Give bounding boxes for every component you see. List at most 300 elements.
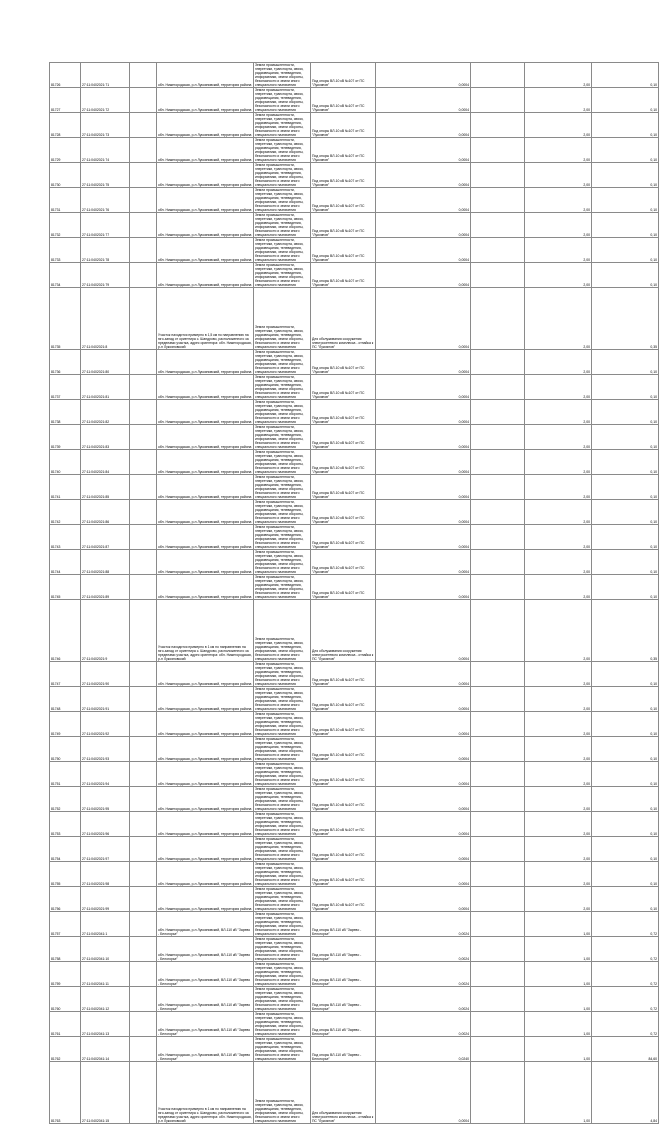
table-row	[50, 113, 659, 138]
area-value: 0,0024	[376, 987, 471, 1012]
cost-value: 2,00	[525, 375, 592, 400]
land-category: Земли промышленности, энергетики, транспорта, связи, радиовещания, телевидения, информатики, земли обороны, безопасности и земли иного специального назначения	[254, 987, 311, 1012]
cadastral-number: 27:11:0402021:77	[81, 213, 130, 238]
land-category: Земли промышленности, энергетики, транспорта, связи, радиовещания, телевидения, информатики, земли обороны, безопасности и земли иного специального назначения	[254, 862, 311, 887]
area-value: 0,0004	[376, 350, 471, 375]
blank-cell	[471, 450, 525, 475]
cost-value: 2,00	[525, 113, 592, 138]
permitted-use: Под опоры ВЛ-10 кВ №107 от ПС "Лукоянов"	[311, 662, 376, 687]
row-number: 81741	[50, 475, 81, 500]
blank-cell	[130, 837, 157, 862]
location-description: обл. Нижегородская, р-н Лукояновский, ВЛ-110 кВ "Зарево - Белогорье"	[157, 1012, 254, 1037]
area-value: 0,0004	[376, 737, 471, 762]
cost-value: 1,00	[525, 1037, 592, 1062]
cost-value: 2,00	[525, 138, 592, 163]
blank-cell	[471, 213, 525, 238]
blank-cell	[130, 937, 157, 962]
permitted-use: Под опоры ВЛ-110 кВ "Зарево - Белогорье"	[311, 937, 376, 962]
area-value: 0,0004	[376, 550, 471, 575]
cost-value: 2,00	[525, 887, 592, 912]
row-number: 81730	[50, 163, 81, 188]
area-value: 0,0004	[376, 500, 471, 525]
blank-cell	[130, 887, 157, 912]
location-description: обл. Нижегородская, р-н Лукояновский, ВЛ-110 кВ "Зарево - Белогорье"	[157, 1037, 254, 1062]
land-category: Земли промышленности, энергетики, транспорта, связи, радиовещания, телевидения, информатики, земли обороны, безопасности и земли иного специального назначения	[254, 662, 311, 687]
cost-value: 2,00	[525, 400, 592, 425]
row-number: 81761	[50, 1012, 81, 1037]
blank-cell	[471, 687, 525, 712]
cost-value: 2,00	[525, 862, 592, 887]
land-category: Земли промышленности, энергетики, транспорта, связи, радиовещания, телевидения, информатики, земли обороны, безопасности и земли иного специального назначения	[254, 737, 311, 762]
permitted-use: Под опоры ВЛ-10 кВ №107 от ПС "Лукоянов"	[311, 350, 376, 375]
blank-cell	[130, 737, 157, 762]
blank-cell	[130, 213, 157, 238]
cost-value: 2,00	[525, 687, 592, 712]
row-number: 81743	[50, 525, 81, 550]
table-row	[50, 1062, 659, 1124]
land-category: Земли промышленности, энергетики, транспорта, связи, радиовещания, телевидения, информатики, земли обороны, безопасности и земли иного специального назначения	[254, 138, 311, 163]
total-value: 0,72	[592, 1012, 659, 1037]
cost-value: 2,00	[525, 88, 592, 113]
area-value: 0,0004	[376, 138, 471, 163]
permitted-use: Под опоры ВЛ-10 кВ №107 от ПС "Лукоянов"	[311, 575, 376, 600]
total-value: 0,35	[592, 288, 659, 350]
blank-cell	[471, 113, 525, 138]
row-number: 81758	[50, 937, 81, 962]
blank-cell	[130, 238, 157, 263]
parcel-table-body	[50, 63, 659, 1124]
cadastral-number: 27:11:0402021:72	[81, 88, 130, 113]
total-value: 0,10	[592, 113, 659, 138]
row-number: 81732	[50, 213, 81, 238]
blank-cell	[130, 475, 157, 500]
blank-cell	[471, 887, 525, 912]
land-category: Земли промышленности, энергетики, транспорта, связи, радиовещания, телевидения, информатики, земли обороны, безопасности и земли иного специального назначения	[254, 787, 311, 812]
area-value: 0,0240	[376, 1037, 471, 1062]
cost-value: 2,00	[525, 575, 592, 600]
total-value: 0,10	[592, 213, 659, 238]
area-value: 0,0024	[376, 937, 471, 962]
location-description: обл. Нижегородская, р-н Лукояновский, территория района	[157, 138, 254, 163]
total-value: 0,35	[592, 600, 659, 662]
blank-cell	[471, 962, 525, 987]
row-number: 81756	[50, 887, 81, 912]
permitted-use: Под опоры ВЛ-10 кВ №107 от ПС "Лукоянов"	[311, 213, 376, 238]
permitted-use: Под опоры ВЛ-10 кВ №107 от ПС "Лукоянов"	[311, 113, 376, 138]
area-value: 0,0004	[376, 450, 471, 475]
area-value: 0,0004	[376, 1062, 471, 1124]
cost-value: 2,00	[525, 163, 592, 188]
cadastral-number: 27:11:0402021:79	[81, 263, 130, 288]
land-category: Земли промышленности, энергетики, транспорта, связи, радиовещания, телевидения, информатики, земли обороны, безопасности и земли иного специального назначения	[254, 188, 311, 213]
total-value: 0,10	[592, 375, 659, 400]
location-description: обл. Нижегородская, р-н Лукояновский, территория района	[157, 450, 254, 475]
table-row	[50, 475, 659, 500]
location-description: обл. Нижегородская, р-н Лукояновский, территория района	[157, 63, 254, 88]
permitted-use: Под опоры ВЛ-10 кВ №107 от ПС "Лукоянов"	[311, 550, 376, 575]
blank-cell	[130, 88, 157, 113]
area-value: 0,0004	[376, 662, 471, 687]
land-category: Земли промышленности, энергетики, транспорта, связи, радиовещания, телевидения, информатики, земли обороны, безопасности и земли иного специального назначения	[254, 812, 311, 837]
cadastral-number: 27:11:0402021:82	[81, 400, 130, 425]
area-value: 0,0004	[376, 213, 471, 238]
row-number: 81742	[50, 500, 81, 525]
cost-value: 2,00	[525, 837, 592, 862]
blank-cell	[130, 138, 157, 163]
table-row	[50, 687, 659, 712]
cadastral-number: 27:11:0402021:96	[81, 812, 130, 837]
cadastral-number: 27:11:0402021:80	[81, 350, 130, 375]
blank-cell	[130, 987, 157, 1012]
cadastral-number: 27:11:0402021:99	[81, 887, 130, 912]
area-value: 0,0004	[376, 575, 471, 600]
total-value: 0,10	[592, 163, 659, 188]
total-value: 0,10	[592, 450, 659, 475]
total-value: 0,10	[592, 238, 659, 263]
row-number: 81735	[50, 288, 81, 350]
cost-value: 1,00	[525, 937, 592, 962]
table-row	[50, 787, 659, 812]
location-description: обл. Нижегородская, р-н Лукояновский, территория района	[157, 737, 254, 762]
land-category: Земли промышленности, энергетики, транспорта, связи, радиовещания, телевидения, информатики, земли обороны, безопасности и земли иного специального назначения	[254, 937, 311, 962]
cadastral-number: 27:11:0402041:15	[81, 1062, 130, 1124]
land-category: Земли промышленности, энергетики, транспорта, связи, радиовещания, телевидения, информатики, земли обороны, безопасности и земли иного специального назначения	[254, 213, 311, 238]
permitted-use: Под опоры ВЛ-110 кВ "Зарево - Белогорье"	[311, 912, 376, 937]
table-row	[50, 288, 659, 350]
permitted-use: Под опоры ВЛ-10 кВ №107 от ПС "Лукоянов"	[311, 737, 376, 762]
blank-cell	[130, 862, 157, 887]
cadastral-number: 27:11:0402021:8	[81, 288, 130, 350]
row-number: 81739	[50, 425, 81, 450]
row-number: 81726	[50, 63, 81, 88]
table-row	[50, 762, 659, 787]
cadastral-number: 27:11:0402021:84	[81, 450, 130, 475]
blank-cell	[471, 163, 525, 188]
cost-value: 2,00	[525, 812, 592, 837]
location-description: обл. Нижегородская, р-н Лукояновский, территория района	[157, 525, 254, 550]
row-number: 81727	[50, 88, 81, 113]
table-row	[50, 188, 659, 213]
cadastral-number: 27:11:0402021:81	[81, 375, 130, 400]
cost-value: 2,00	[525, 288, 592, 350]
location-description: обл. Нижегородская, р-н Лукояновский, территория района	[157, 213, 254, 238]
permitted-use: Под опоры ВЛ-10 кВ №107 от ПС "Лукоянов"	[311, 687, 376, 712]
land-category: Земли промышленности, энергетики, транспорта, связи, радиовещания, телевидения, информатики, земли обороны, безопасности и земли иного специального назначения	[254, 687, 311, 712]
permitted-use: Под опоры ВЛ-110 кВ "Зарево - Белогорье"	[311, 1037, 376, 1062]
cadastral-number: 27:11:0402021:94	[81, 762, 130, 787]
cost-value: 2,00	[525, 787, 592, 812]
total-value: 0,10	[592, 737, 659, 762]
area-value: 0,0024	[376, 962, 471, 987]
blank-cell	[471, 375, 525, 400]
location-description: Участок находится примерно в 1 км по направлению на юго-запад от ориентира с. Шандрово, расположенного за пределами участка, адрес ориентира: обл. Нижегородская, р-н Лукояновский	[157, 600, 254, 662]
blank-cell	[471, 787, 525, 812]
blank-cell	[471, 425, 525, 450]
total-value: 0,10	[592, 263, 659, 288]
location-description: обл. Нижегородская, р-н Лукояновский, территория района	[157, 712, 254, 737]
land-category: Земли промышленности, энергетики, транспорта, связи, радиовещания, телевидения, информатики, земли обороны, безопасности и земли иного специального назначения	[254, 600, 311, 662]
table-row	[50, 375, 659, 400]
row-number: 81754	[50, 837, 81, 862]
location-description: обл. Нижегородская, р-н Лукояновский, территория района	[157, 263, 254, 288]
cadastral-number: 27:11:0402021:93	[81, 737, 130, 762]
area-value: 0,0004	[376, 712, 471, 737]
parcel-table	[49, 62, 659, 1124]
row-number: 81762	[50, 1037, 81, 1062]
blank-cell	[471, 1012, 525, 1037]
row-number: 81744	[50, 550, 81, 575]
total-value: 0,10	[592, 425, 659, 450]
blank-cell	[130, 962, 157, 987]
blank-cell	[471, 762, 525, 787]
blank-cell	[471, 350, 525, 375]
cadastral-number: 27:11:0402021:97	[81, 837, 130, 862]
total-value: 0,10	[592, 712, 659, 737]
land-category: Земли промышленности, энергетики, транспорта, связи, радиовещания, телевидения, информатики, земли обороны, безопасности и земли иного специального назначения	[254, 263, 311, 288]
land-category: Земли промышленности, энергетики, транспорта, связи, радиовещания, телевидения, информатики, земли обороны, безопасности и земли иного специального назначения	[254, 375, 311, 400]
blank-cell	[471, 63, 525, 88]
total-value: 0,10	[592, 500, 659, 525]
row-number: 81759	[50, 962, 81, 987]
cadastral-number: 27:11:0402021:75	[81, 163, 130, 188]
location-description: обл. Нижегородская, р-н Лукояновский, территория района	[157, 113, 254, 138]
location-description: обл. Нижегородская, р-н Лукояновский, территория района	[157, 238, 254, 263]
cadastral-number: 27:11:0402021:92	[81, 712, 130, 737]
cadastral-number: 27:11:0402041:11	[81, 962, 130, 987]
table-row	[50, 662, 659, 687]
cadastral-number: 27:11:0402021:91	[81, 687, 130, 712]
blank-cell	[130, 687, 157, 712]
row-number: 81763	[50, 1062, 81, 1124]
location-description: обл. Нижегородская, р-н Лукояновский, территория района	[157, 350, 254, 375]
total-value: 0,10	[592, 350, 659, 375]
blank-cell	[130, 350, 157, 375]
cost-value: 1,00	[525, 1012, 592, 1037]
permitted-use: Под опоры ВЛ-10 кВ №107 от ПС "Лукоянов"	[311, 425, 376, 450]
blank-cell	[130, 1012, 157, 1037]
permitted-use: Под опоры ВЛ-10 кВ №107 от ПС "Лукоянов"	[311, 450, 376, 475]
location-description: обл. Нижегородская, р-н Лукояновский, территория района	[157, 862, 254, 887]
total-value: 84,60	[592, 1037, 659, 1062]
cadastral-number: 27:11:0402021:73	[81, 113, 130, 138]
total-value: 0,72	[592, 912, 659, 937]
row-number: 81745	[50, 575, 81, 600]
permitted-use: Под опоры ВЛ-10 кВ №107 от ПС "Лукоянов"	[311, 375, 376, 400]
permitted-use: Под опоры ВЛ-10 кВ №107 от ПС "Лукоянов"	[311, 400, 376, 425]
land-category: Земли промышленности, энергетики, транспорта, связи, радиовещания, телевидения, информатики, земли обороны, безопасности и земли иного специального назначения	[254, 912, 311, 937]
blank-cell	[130, 188, 157, 213]
table-row	[50, 837, 659, 862]
table-row	[50, 350, 659, 375]
blank-cell	[130, 812, 157, 837]
permitted-use: Под опоры ВЛ-10 кВ №107 от ПС "Лукоянов"	[311, 138, 376, 163]
location-description: обл. Нижегородская, р-н Лукояновский, территория района	[157, 762, 254, 787]
permitted-use: Для обслуживания сооружения электросетевого комплекса - отпайка к ПС "Лукоянов"	[311, 1062, 376, 1124]
cost-value: 1,00	[525, 962, 592, 987]
area-value: 0,0024	[376, 1012, 471, 1037]
total-value: 0,72	[592, 987, 659, 1012]
total-value: 0,10	[592, 662, 659, 687]
permitted-use: Под опоры ВЛ-10 кВ №107 от ПС "Лукоянов"	[311, 88, 376, 113]
cost-value: 2,00	[525, 737, 592, 762]
area-value: 0,0004	[376, 887, 471, 912]
table-row	[50, 812, 659, 837]
area-value: 0,0004	[376, 288, 471, 350]
row-number: 81738	[50, 400, 81, 425]
total-value: 0,10	[592, 787, 659, 812]
cadastral-number: 27:11:0402041:1	[81, 912, 130, 937]
location-description: обл. Нижегородская, р-н Лукояновский, территория района	[157, 812, 254, 837]
land-category: Земли промышленности, энергетики, транспорта, связи, радиовещания, телевидения, информатики, земли обороны, безопасности и земли иного специального назначения	[254, 163, 311, 188]
blank-cell	[471, 525, 525, 550]
location-description: обл. Нижегородская, р-н Лукояновский, территория района	[157, 88, 254, 113]
row-number: 81731	[50, 188, 81, 213]
table-row	[50, 712, 659, 737]
row-number: 81736	[50, 350, 81, 375]
table-row	[50, 500, 659, 525]
row-number: 81749	[50, 712, 81, 737]
row-number: 81760	[50, 987, 81, 1012]
table-row	[50, 88, 659, 113]
cadastral-number: 27:11:0402021:78	[81, 238, 130, 263]
cadastral-number: 27:11:0402021:71	[81, 63, 130, 88]
land-category: Земли промышленности, энергетики, транспорта, связи, радиовещания, телевидения, информатики, земли обороны, безопасности и земли иного специального назначения	[254, 550, 311, 575]
permitted-use: Под опоры ВЛ-10 кВ №107 от ПС "Лукоянов"	[311, 188, 376, 213]
permitted-use: Под опоры ВЛ-10 кВ №107 от ПС "Лукоянов"	[311, 475, 376, 500]
area-value: 0,0004	[376, 63, 471, 88]
location-description: обл. Нижегородская, р-н Лукояновский, территория района	[157, 787, 254, 812]
blank-cell	[130, 288, 157, 350]
permitted-use: Под опоры ВЛ-10 кВ №107 от ПС "Лукоянов"	[311, 762, 376, 787]
blank-cell	[471, 238, 525, 263]
total-value: 0,10	[592, 138, 659, 163]
permitted-use: Под опоры ВЛ-10 кВ №107 от ПС "Лукоянов"	[311, 238, 376, 263]
location-description: обл. Нижегородская, р-н Лукояновский, территория района	[157, 575, 254, 600]
table-row	[50, 575, 659, 600]
blank-cell	[471, 475, 525, 500]
blank-cell	[130, 425, 157, 450]
permitted-use: Под опоры ВЛ-10 кВ №107 от ПС "Лукоянов"	[311, 812, 376, 837]
blank-cell	[130, 1037, 157, 1062]
area-value: 0,0004	[376, 188, 471, 213]
total-value: 0,10	[592, 862, 659, 887]
location-description: обл. Нижегородская, р-н Лукояновский, ВЛ-110 кВ "Зарево - Белогорье"	[157, 912, 254, 937]
blank-cell	[130, 762, 157, 787]
cost-value: 2,00	[525, 712, 592, 737]
row-number: 81747	[50, 662, 81, 687]
table-row	[50, 987, 659, 1012]
total-value: 0,10	[592, 837, 659, 862]
blank-cell	[471, 1062, 525, 1124]
blank-cell	[130, 1062, 157, 1124]
permitted-use: Под опоры ВЛ-10 кВ №107 от ПС "Лукоянов"	[311, 263, 376, 288]
table-row	[50, 962, 659, 987]
total-value: 0,10	[592, 812, 659, 837]
blank-cell	[471, 712, 525, 737]
location-description: обл. Нижегородская, р-н Лукояновский, территория района	[157, 375, 254, 400]
table-row	[50, 263, 659, 288]
land-category: Земли промышленности, энергетики, транспорта, связи, радиовещания, телевидения, информатики, земли обороны, безопасности и земли иного специального назначения	[254, 288, 311, 350]
blank-cell	[471, 575, 525, 600]
blank-cell	[471, 188, 525, 213]
area-value: 0,0004	[376, 812, 471, 837]
blank-cell	[130, 113, 157, 138]
blank-cell	[471, 812, 525, 837]
row-number: 81752	[50, 787, 81, 812]
location-description: обл. Нижегородская, р-н Лукояновский, территория района	[157, 837, 254, 862]
cost-value: 2,00	[525, 263, 592, 288]
row-number: 81757	[50, 912, 81, 937]
cost-value: 2,00	[525, 600, 592, 662]
land-category: Земли промышленности, энергетики, транспорта, связи, радиовещания, телевидения, информатики, земли обороны, безопасности и земли иного специального назначения	[254, 450, 311, 475]
cost-value: 1,00	[525, 912, 592, 937]
cost-value: 2,00	[525, 762, 592, 787]
location-description: обл. Нижегородская, р-н Лукояновский, ВЛ-110 кВ "Зарево - Белогорье"	[157, 962, 254, 987]
blank-cell	[471, 138, 525, 163]
land-category: Земли промышленности, энергетики, транспорта, связи, радиовещания, телевидения, информатики, земли обороны, безопасности и земли иного специального назначения	[254, 525, 311, 550]
table-row	[50, 1037, 659, 1062]
location-description: обл. Нижегородская, р-н Лукояновский, территория района	[157, 475, 254, 500]
row-number: 81755	[50, 862, 81, 887]
cadastral-number: 27:11:0402021:87	[81, 525, 130, 550]
area-value: 0,0004	[376, 263, 471, 288]
land-category: Земли промышленности, энергетики, транспорта, связи, радиовещания, телевидения, информатики, земли обороны, безопасности и земли иного специального назначения	[254, 887, 311, 912]
cost-value: 1,00	[525, 1062, 592, 1124]
land-category: Земли промышленности, энергетики, транспорта, связи, радиовещания, телевидения, информатики, земли обороны, безопасности и земли иного специального назначения	[254, 500, 311, 525]
land-category: Земли промышленности, энергетики, транспорта, связи, радиовещания, телевидения, информатики, земли обороны, безопасности и земли иного специального назначения	[254, 762, 311, 787]
location-description: обл. Нижегородская, р-н Лукояновский, территория района	[157, 687, 254, 712]
table-row	[50, 425, 659, 450]
cost-value: 2,00	[525, 63, 592, 88]
total-value: 0,72	[592, 962, 659, 987]
area-value: 0,0004	[376, 787, 471, 812]
table-row	[50, 937, 659, 962]
permitted-use: Под опоры ВЛ-110 кВ "Зарево - Белогорье"	[311, 962, 376, 987]
location-description: Участок находится примерно в 1,5 км по направлению на юго-запад от ориентира с. Шандрово, расположенного за пределами участка, адрес ориентира: обл. Нижегородская, р-н Лукояновский	[157, 288, 254, 350]
permitted-use: Под опоры ВЛ-10 кВ №107 от ПС "Лукоянов"	[311, 163, 376, 188]
blank-cell	[471, 550, 525, 575]
permitted-use: Под опоры ВЛ-10 кВ №107 от ПС "Лукоянов"	[311, 887, 376, 912]
cadastral-number: 27:11:0402021:76	[81, 188, 130, 213]
total-value: 0,10	[592, 687, 659, 712]
permitted-use: Под опоры ВЛ-110 кВ "Зарево - Белогорье"	[311, 987, 376, 1012]
row-number: 81751	[50, 762, 81, 787]
cadastral-number: 27:11:0402021:88	[81, 550, 130, 575]
cadastral-number: 27:11:0402041:14	[81, 1037, 130, 1062]
table-row	[50, 887, 659, 912]
area-value: 0,0004	[376, 862, 471, 887]
row-number: 81740	[50, 450, 81, 475]
permitted-use: Для обслуживания сооружения электросетевого комплекса - отпайка к ПС "Лукоянов"	[311, 288, 376, 350]
cadastral-number: 27:11:0402021:89	[81, 575, 130, 600]
location-description: обл. Нижегородская, р-н Лукояновский, территория района	[157, 425, 254, 450]
cadastral-number: 27:11:0402041:13	[81, 1012, 130, 1037]
cadastral-number: 27:11:0402021:83	[81, 425, 130, 450]
table-row	[50, 238, 659, 263]
area-value: 0,0004	[376, 375, 471, 400]
total-value: 0,10	[592, 475, 659, 500]
total-value: 4,84	[592, 1062, 659, 1124]
permitted-use: Под опоры ВЛ-10 кВ №107 от ПС "Лукоянов"	[311, 787, 376, 812]
cadastral-number: 27:11:0402021:90	[81, 662, 130, 687]
land-category: Земли промышленности, энергетики, транспорта, связи, радиовещания, телевидения, информатики, земли обороны, безопасности и земли иного специального назначения	[254, 350, 311, 375]
location-description: обл. Нижегородская, р-н Лукояновский, ВЛ-110 кВ "Зарево - Белогорье"	[157, 987, 254, 1012]
area-value: 0,0004	[376, 113, 471, 138]
table-row	[50, 525, 659, 550]
total-value: 0,10	[592, 887, 659, 912]
blank-cell	[471, 912, 525, 937]
permitted-use: Под опоры ВЛ-10 кВ №107 от ПС "Лукоянов"	[311, 837, 376, 862]
